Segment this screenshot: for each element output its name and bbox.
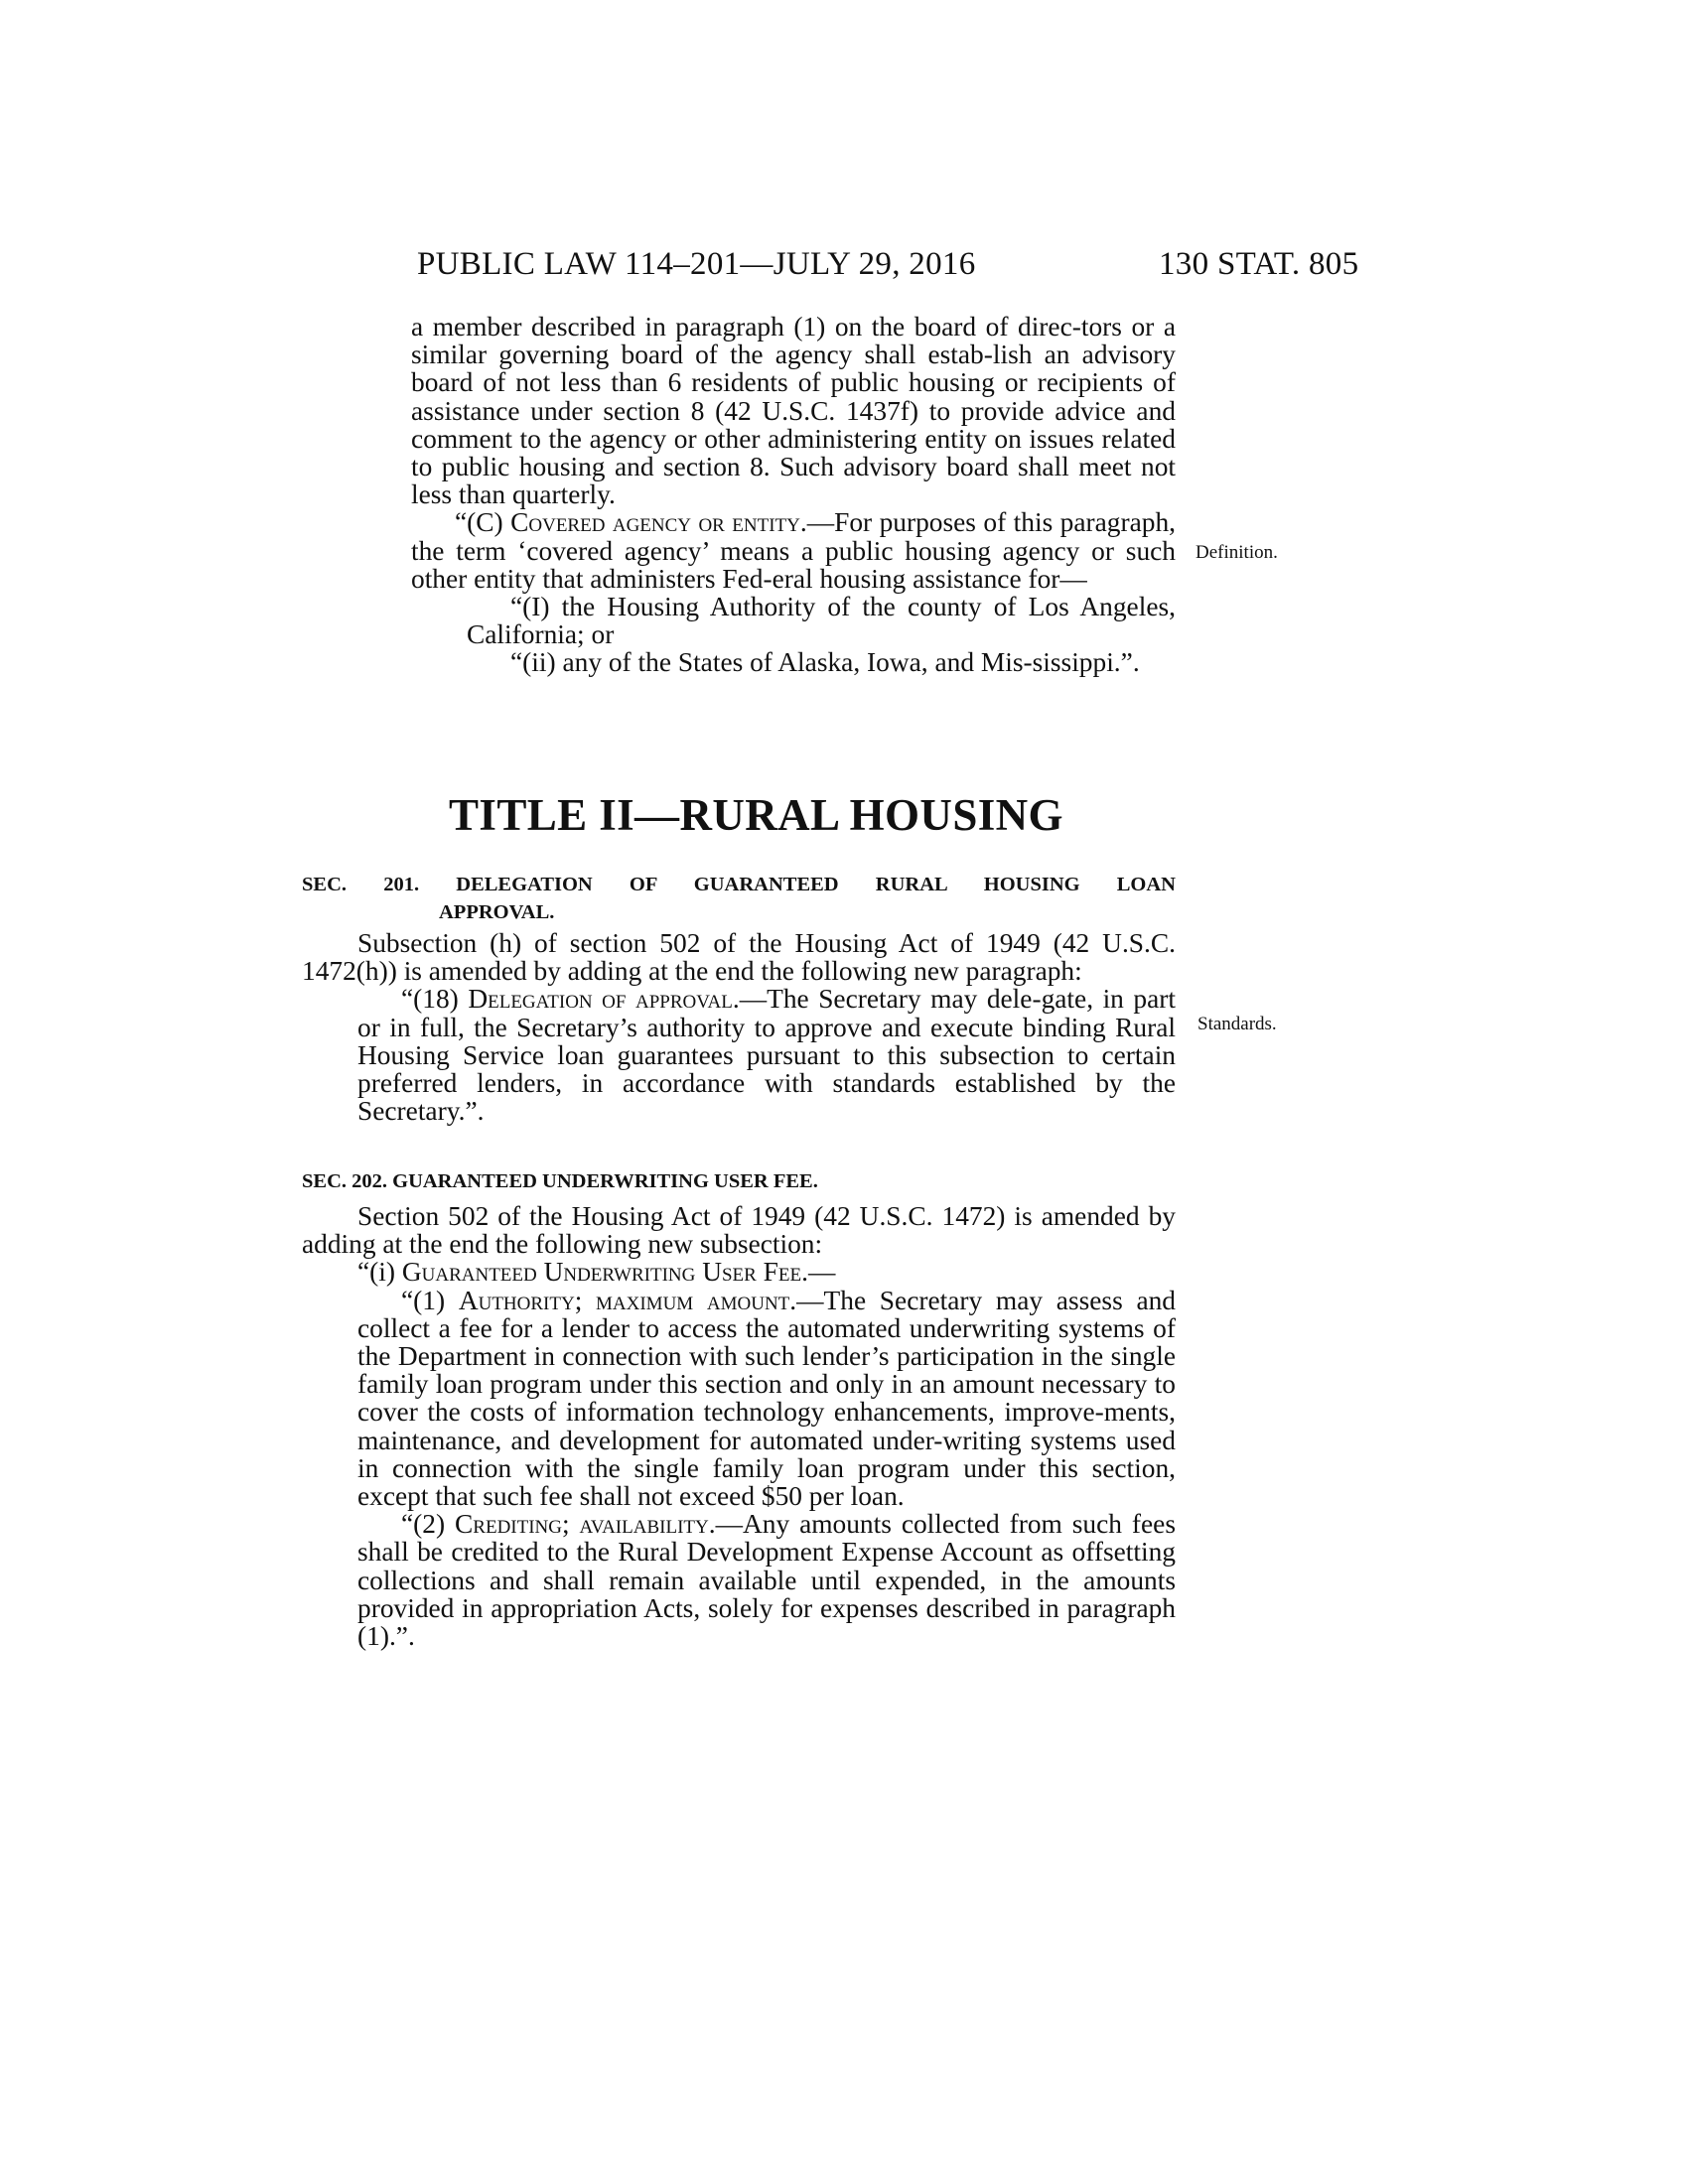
paragraph-18-text: .—The Secretary may dele-gate, in part or in full, the Secretary’s authority to approve and execute binding Rural Housing Service loan guarantees pursuant to this subsection to certain preferred lenders, in accordance with standards established by the Secretary.”. [357, 984, 1176, 1127]
margin-note-standards: Standards. [1197, 1014, 1277, 1034]
paragraph-1 [302, 1287, 1176, 1511]
statute-page-number: 130 STAT. 805 [1159, 246, 1359, 282]
section-202-intro: Section 502 of the Housing Act of 1949 (42 U.S.C. 1472) is amended by adding at the end the following new subsection: [302, 1201, 1176, 1260]
paragraph-c [411, 508, 1176, 593]
subsection-i-tail: .— [801, 1257, 836, 1288]
section-201-intro: Subsection (h) of section 502 of the Housing Act of 1949 (42 U.S.C. 1472(h)) is amended by adding at the end the following new paragraph: [302, 928, 1176, 987]
paragraph-1-lead: “(1) [401, 1285, 459, 1315]
paragraph-2-heading: Crediting; availability [455, 1509, 709, 1540]
section-201-heading-line2: APPROVAL. [439, 901, 555, 923]
subsection-i-lead: “(i) [357, 1257, 402, 1288]
paragraph-c-lead: “(C) [455, 507, 511, 538]
clause-i: “(I) the Housing Authority of the county of Los Angeles, California; or [467, 592, 1176, 650]
section-201-heading-line1: SEC. 201. DELEGATION OF GUARANTEED RURAL HOUSING LOAN [302, 874, 1176, 895]
paragraph-2 [302, 1510, 1176, 1650]
paragraph-1-heading: Authority; maximum amount [458, 1285, 790, 1315]
continued-section-text [411, 313, 1176, 677]
paragraph-c-heading: Covered agency or entity [510, 507, 800, 538]
paragraph-18 [302, 985, 1176, 1125]
section-202-body [302, 1202, 1176, 1650]
paragraph-18-heading: Delegation of approval [468, 984, 733, 1015]
public-law-citation: PUBLIC LAW 114–201—JULY 29, 2016 [417, 246, 976, 282]
section-202-heading: SEC. 202. GUARANTEED UNDERWRITING USER FEE. [302, 1170, 818, 1192]
section-201-body [302, 929, 1176, 1125]
continued-paragraph: a member described in paragraph (1) on the board of direc-tors or a similar governing board of the agency shall estab-lish an advisory board of not less than 6 residents of public housing or recipients of assistance under section 8 (42 U.S.C. 1437f) to provide advice and comment to the agency or other administering entity on issues related to public housing and section 8. Such advisory board shall meet not less than quarterly. [411, 312, 1176, 510]
paragraph-1-text: .—The Secretary may assess and collect a fee for a lender to access the automated underwriting systems of the Department in connection with such lender’s participation in the single family loan program under this section and only in an amount necessary to cover the costs of information technology enhancements, improve-ments, maintenance, and development for automated under-writing systems used in connection with the single family loan program under this section, except that such fee shall not exceed $50 per loan. [357, 1285, 1176, 1512]
margin-note-definition: Definition. [1196, 542, 1278, 563]
title-heading: TITLE II—RURAL HOUSING [449, 790, 1063, 840]
paragraph-2-lead: “(2) [401, 1509, 456, 1540]
subsection-i [302, 1258, 1176, 1286]
page-header [0, 246, 1688, 286]
paragraph-18-lead: “(18) [401, 984, 469, 1015]
paragraph-c-text: .—For purposes of this paragraph, the term ‘covered agency’ means a public housing agency or such other entity that administers Fed-eral housing assistance for— [411, 507, 1176, 594]
clause-ii: “(ii) any of the States of Alaska, Iowa, and Mis-sissippi.”. [510, 647, 1140, 678]
section-201-heading [302, 871, 1176, 926]
subsection-i-heading: Guaranteed Underwriting User Fee [401, 1257, 802, 1288]
paragraph-2-text: .—Any amounts collected from such fees shall be credited to the Rural Development Expense Account as offsetting collections and shall remain available until expended, in the amounts provided in appropriation Acts, solely for expenses described in paragraph (1).”. [357, 1509, 1176, 1652]
